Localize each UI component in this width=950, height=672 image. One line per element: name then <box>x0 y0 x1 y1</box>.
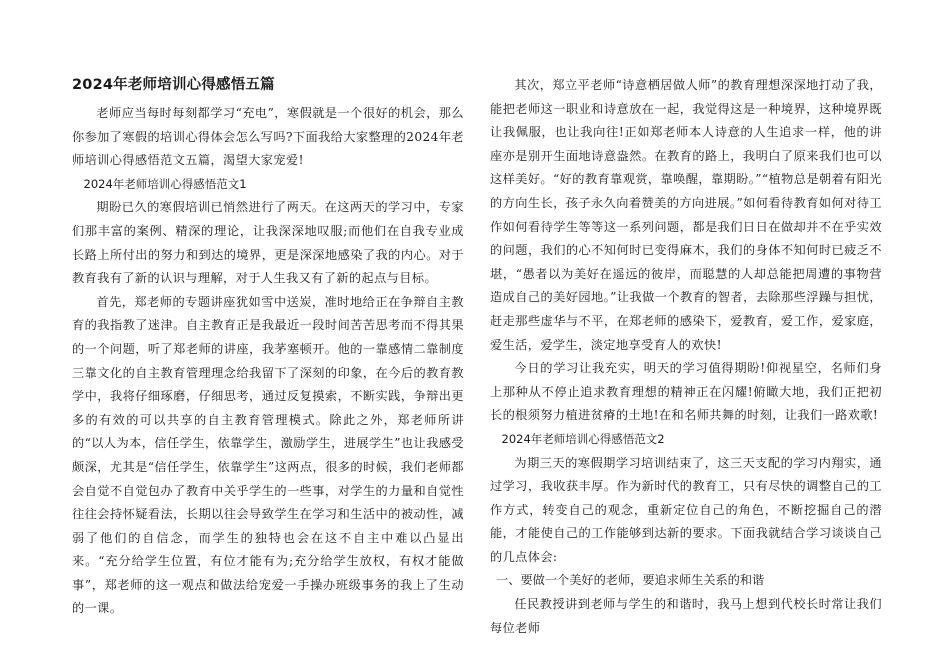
paragraph: 任民教授讲到老师与学生的和谐时，我马上想到代校长时常让我们每位老师 <box>490 597 882 635</box>
left-column <box>72 74 464 621</box>
paragraph: 为期三天的寒假期学习培训结束了，这三天支配的学习内翔实，通过学习，我收获丰厚。作为新时代的教育工，只有尽快的调整自己的工作方式，转变自己的观念，重新定位自己的角色，不断挖掘自己的潜能，才能使自己的工作能够到达新的要求。下面我就结合学习谈谈自己的几点体会: <box>490 455 882 564</box>
document-title: 2024年老师培训心得感悟五篇 <box>72 77 275 93</box>
paragraph: 首先，郑老师的专题讲座犹如雪中送炭，准时地给正在争辩自主教育的我指教了迷津。自主教育正是我最近一段时间苦苦思考而不得其果的一个问题，听了郑老师的讲座，我茅塞顿开。他的一靠感情二靠制度三靠文化的自主教育管理理念给我留下了深刻的印象，在今后的教育教学中，我将仔细琢磨，仔细思考，通过反复摸索，不断实践，争辩出更多的有效的可以共享的自主教育管理模式。除此之外，郑老师所讲的“以人为本，信任学生，依靠学生，激励学生，进展学生”也让我感受颇深，尤其是“信任学生，依靠学生”这两点，很多的时候，我们老师都会自觉不自觉包办了教育中关乎学生的一些事，对学生的力量和自觉性往往会持怀疑看法，长期以往会导致学生在学习和生活中的被动性，减弱了他们的自信念，而学生的独特也会在这不自主中难以凸显出来。“充分给学生位置，有位才能有为;充分给学生放权，有权才能做事”，郑老师的这一观点和做法给宠爱一手操办班级事务的我上了生动的一课。 <box>72 294 464 616</box>
paragraph: 其次，郑立平老师“诗意栖居做人师”的教育理想深深地打动了我，能把老师这一职业和诗意放在一起，我觉得这是一种境界，这种境界既让我佩服，也让我向往!正如郑老师本人诗意的人生追求一样，他的讲座亦是别开生面地诗意盎然。在教育的路上，我明白了原来我们也可以这样美好。“好的教育靠观赏，靠唤醒，靠期盼。”“植物总是朝着有阳光的方向生长，孩子永久向着赞美的方向进展。”如何看待教育如何对待工作如何看待学生等等这一系列问题，都是我们日日在做却并不在乎实效的问题，我们的心不知何时已变得麻木，我们的身体不知何时已疲乏不堪，“愚者以为美好在遥远的彼岸，而聪慧的人却总能把周遭的事物营造成自己的美好园地。”让我做一个教育的智者，去除那些浮躁与担忧，赶走那些虚华与不平，在郑老师的感染下，爱教育，爱工作，爱家庭，爱生活，爱学生，淡定地享受育人的欢快! <box>490 78 882 352</box>
section-heading: 一、要做一个美好的老师，要追求师生关系的和谐 <box>496 573 765 588</box>
paragraph: 期盼已久的寒假培训已悄然进行了两天。在这两天的学习中，专家们那丰富的案例、精深的理论，让我深深地叹服;而他们在自我专业成长路上所付出的努力和到达的境界，更是深深地感染了我的内心。对于教育我有了新的认识与理解，对于人生我又有了新的起点与目标。 <box>72 200 464 286</box>
section-subtitle: 2024年老师培训心得感悟范文1 <box>83 176 247 191</box>
right-column <box>490 74 882 640</box>
paragraph: 老师应当每时每刻都学习“充电”，寒假就是一个很好的机会，那么你参加了寒假的培训心得体会怎么写吗?下面我给大家整理的2024年老师培训心得感悟范文五篇，渴望大家宠爱! <box>72 106 464 168</box>
section-subtitle: 2024年老师培训心得感悟范文2 <box>501 431 665 446</box>
paragraph: 今日的学习让我充实，明天的学习值得期盼!仰视星空，名师们身上那种从不停止追求教育理想的精神正在闪耀!俯瞰大地，我们正把初长的根须努力植进贫瘠的土地!在和名师共舞的时刻，让我们一路欢歌! <box>490 361 882 423</box>
